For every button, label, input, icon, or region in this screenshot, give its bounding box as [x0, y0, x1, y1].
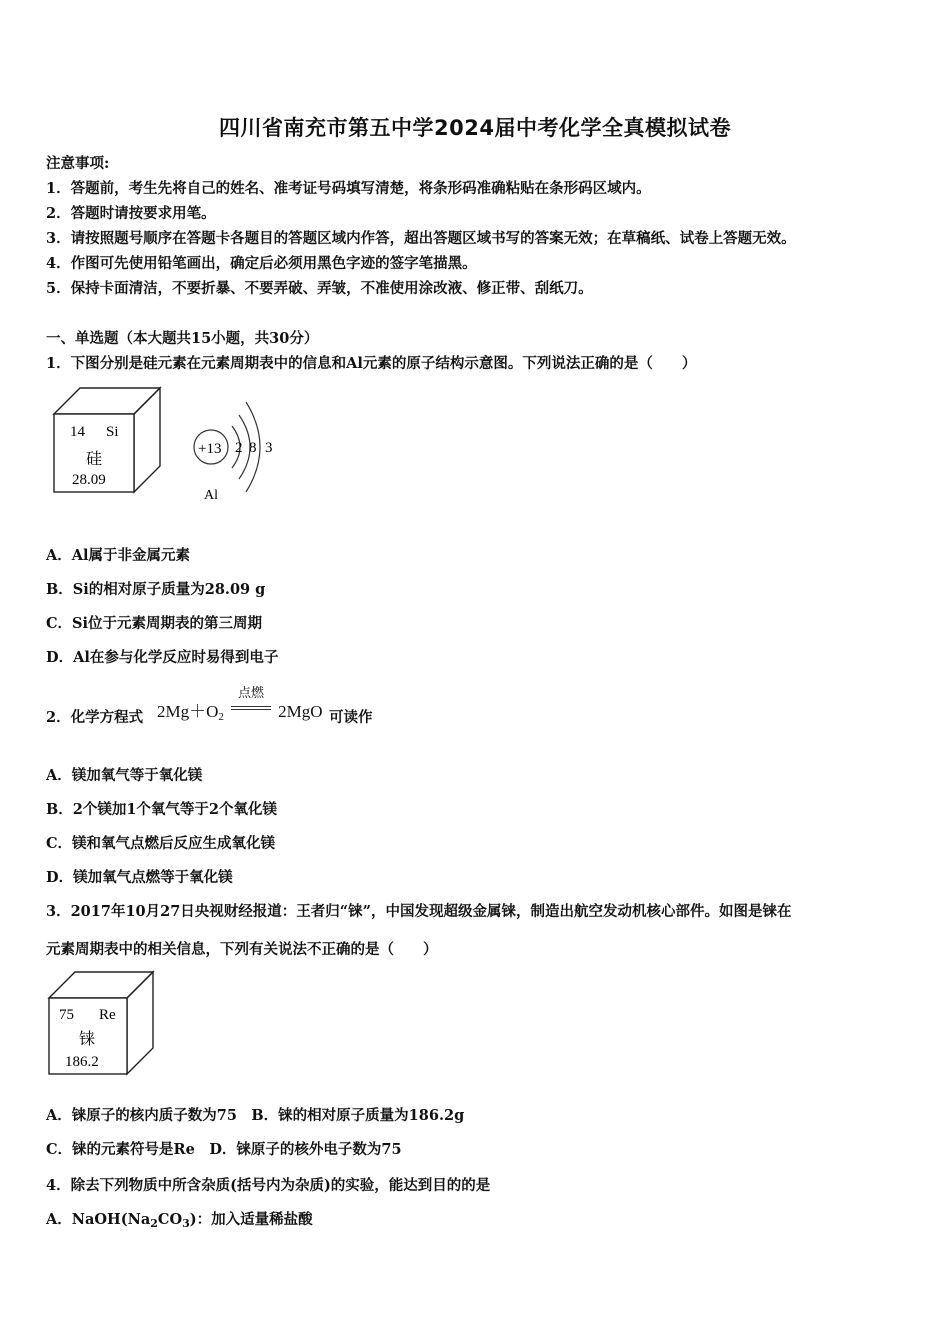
notice-item: 4．作图可先使用铅笔画出，确定后必须用黑色字迹的签字笔描黑。 [46, 255, 477, 272]
question-1-stem: 1．下图分别是硅元素在元素周期表中的信息和Al元素的原子结构示意图。下列说法正确的是（ ） [46, 355, 697, 372]
rhenium-element-tile [47, 970, 157, 1076]
si-name: 硅 [86, 451, 103, 468]
al-shell-1: 2 [235, 440, 243, 456]
q3-stem-line1: 3．2017年10月27日央视财经报道：王者归“铼”，中国发现超级金属铼，制造出航空发动机核心部件。如图是铼在 [46, 903, 792, 920]
equation-arrow [231, 686, 271, 721]
si-atomic-mass: 28.09 [72, 472, 106, 488]
re-atomic-mass: 186.2 [65, 1054, 99, 1070]
reaction-condition: 点燃 [237, 686, 264, 701]
q1-option-d: D．Al在参与化学反应时易得到电子 [46, 649, 279, 666]
q2-stem-suffix: 可读作 [329, 709, 373, 726]
notice-item: 3．请按照题号顺序在答题卡各题目的答题区域内作答，超出答题区域书写的答案无效；在草稿纸、试卷上答题无效。 [46, 230, 796, 247]
q3-options-line2: C．铼的元素符号是Re D．铼原子的核外电子数为75 [46, 1141, 402, 1158]
si-symbol: Si [106, 424, 119, 440]
re-name: 铼 [79, 1031, 96, 1048]
q2-option-b: B．2个镁加1个氧气等于2个氧化镁 [46, 801, 278, 818]
notice-item: 1．答题前，考生先将自己的姓名、准考证号码填写清楚，将条形码准确粘贴在条形码区域内。 [46, 180, 651, 197]
q4-option-a: A．$NaOH(Na_2CO_3)$：加入适量稀盐酸 [46, 1211, 313, 1230]
q4-stem: 4．除去下列物质中所含杂质(括号内为杂质)的实验，能达到目的的是 [46, 1177, 491, 1194]
notice-item: 5．保持卡面清洁，不要折暴、不要弄破、弄皱，不准使用涂改液、修正带、刮纸刀。 [46, 280, 593, 297]
al-shell-3: 3 [265, 440, 273, 456]
q2-stem-prefix: 2．化学方程式 [46, 709, 144, 726]
q3-stem-line2: 元素周期表中的相关信息，下列有关说法不正确的是（ ） [46, 941, 438, 958]
silicon-element-tile [54, 388, 160, 492]
al-shell-2: 8 [249, 440, 257, 456]
q1-option-b: B．Si的相对原子质量为28.09 g [46, 581, 266, 598]
equation-products: 2MgO [278, 702, 323, 721]
aluminum-atom-diagram [194, 402, 273, 503]
notice-heading: 注意事项: [46, 155, 110, 172]
q3-options-line1: A．铼原子的核内质子数为75 B．铼的相对原子质量为186.2g [46, 1107, 465, 1124]
re-symbol: Re [99, 1007, 116, 1023]
q2-option-c: C．镁和氧气点燃后反应生成氧化镁 [46, 835, 276, 852]
q1-figure [52, 386, 292, 506]
al-nucleus-charge: +13 [198, 441, 222, 457]
notice-item: 2．答题时请按要求用笔。 [46, 205, 216, 222]
q2-equation [157, 686, 323, 723]
q1-option-c: C．Si位于元素周期表的第三周期 [46, 615, 263, 632]
q2-option-d: D．镁加氧气点燃等于氧化镁 [46, 869, 233, 886]
si-atomic-number: 14 [70, 424, 85, 440]
section-heading: 一、单选题（本大题共15小题，共30分） [46, 330, 319, 347]
q1-option-a: A．Al属于非金属元素 [46, 547, 191, 564]
q2-option-a: A．镁加氧气等于氧化镁 [46, 767, 203, 784]
page-title: 四川省南充市第五中学2024届中考化学全真模拟试卷 [219, 116, 731, 140]
al-label: Al [204, 488, 218, 503]
re-atomic-number: 75 [59, 1007, 74, 1023]
equation-reactants: $2Mg+O_2$ [157, 702, 224, 723]
